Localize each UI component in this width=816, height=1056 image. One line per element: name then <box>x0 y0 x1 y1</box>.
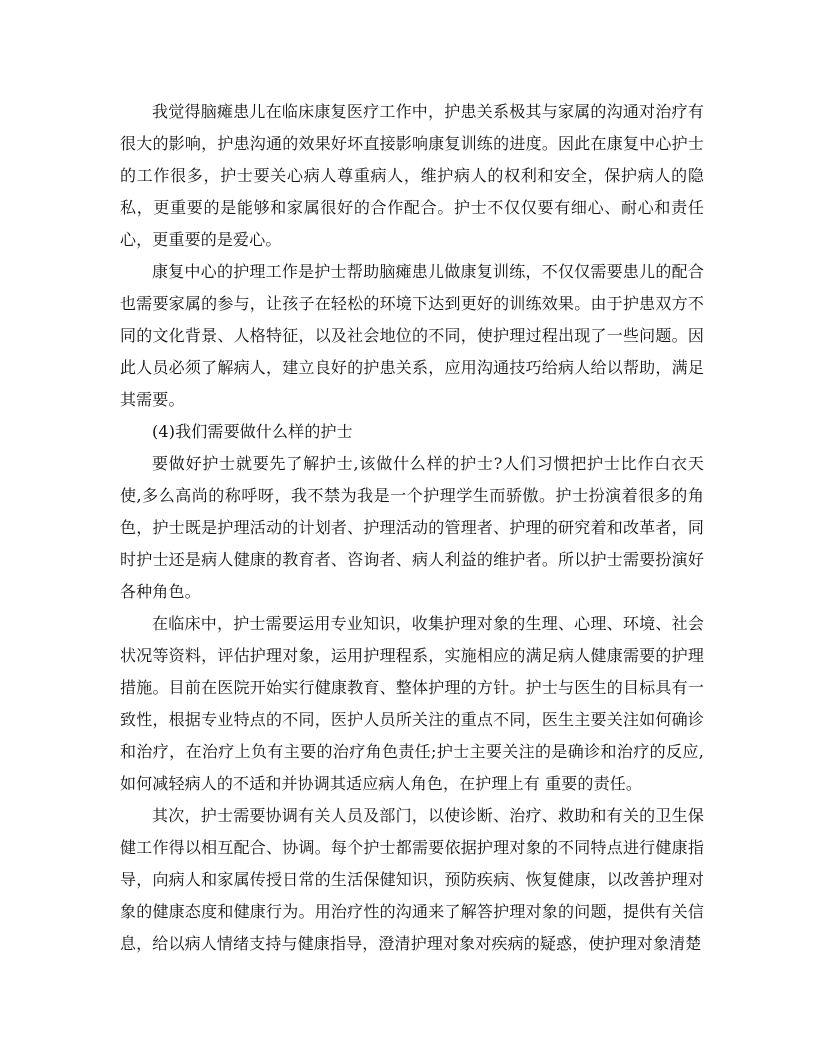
section-heading: (4)我们需要做什么样的护士 <box>152 422 353 441</box>
paragraph-cerebral-palsy-nursing: 我觉得脑瘫患儿在临床康复医疗工作中，护患关系极其与家属的沟通对治疗有很大的影响，护患沟通的效果好坏直接影响康复训练的进度。因此在康复中心护士的工作很多，护士要关心病人尊重病人，维护病人的权利和安全，保护病人的隐私，更重要的是能够和家属很好的合作配合。护士不仅仅要有细心、耐心和责任心，更重要的是爱心。 <box>120 102 704 249</box>
document-page <box>120 96 704 960</box>
paragraph-clinical-practice: 在临床中，护士需要运用专业知识，收集护理对象的生理、心理、环境、社会状况等资料，评估护理对象，运用护理程系，实施相应的满足病人健康需要的护理措施。目前在医院开始实行健康教育、整体护理的方针。护士与医生的目标具有一致性，根据专业特点的不同，医护人员所关注的重点不同，医生主要关注如何确诊和治疗，在治疗上负有主要的治疗角色责任;护士主要关注的是确诊和治疗的反应,如何减轻病人的不适和并协调其适应病人角色，在护理上有 重要的责任。 <box>120 614 704 793</box>
paragraph-coordination: 其次，护士需要协调有关人员及部门，以使诊断、治疗、救助和有关的卫生保健工作得以相互配合、协调。每个护士都需要依据护理对象的不同特点进行健康指导，向病人和家属传授日常的生活保健知识，预防疾病、恢复健康，以改善护理对象的健康态度和健康行为。用治疗性的沟通来了解答护理对象的问题，提供有关信息，给以病人情绪支持与健康指导，澄清护理对象对疾病的疑惑，使护理对象清楚 <box>120 806 704 953</box>
paragraph-nurse-roles: 要做好护士就要先了解护士,该做什么样的护士?人们习惯把护士比作白衣天使,多么高尚的称呼呀，我不禁为我是一个护理学生而骄傲。护士扮演着很多的角色，护士既是护理活动的计划者、护理活动的管理者、护理的研究着和改革者，同时护士还是病人健康的教育者、咨询者、病人利益的维护者。所以护士需要扮演好各种角色。 <box>120 454 704 601</box>
paragraph-rehab-center-nursing: 康复中心的护理工作是护士帮助脑瘫患儿做康复训练，不仅仅需要患儿的配合也需要家属的参与，让孩子在轻松的环境下达到更好的训练效果。由于护患双方不同的文化背景、人格特征，以及社会地位的不同，使护理过程出现了一些问题。因此人员必须了解病人，建立良好的护患关系，应用沟通技巧给病人给以帮助，满足其需要。 <box>120 262 704 409</box>
